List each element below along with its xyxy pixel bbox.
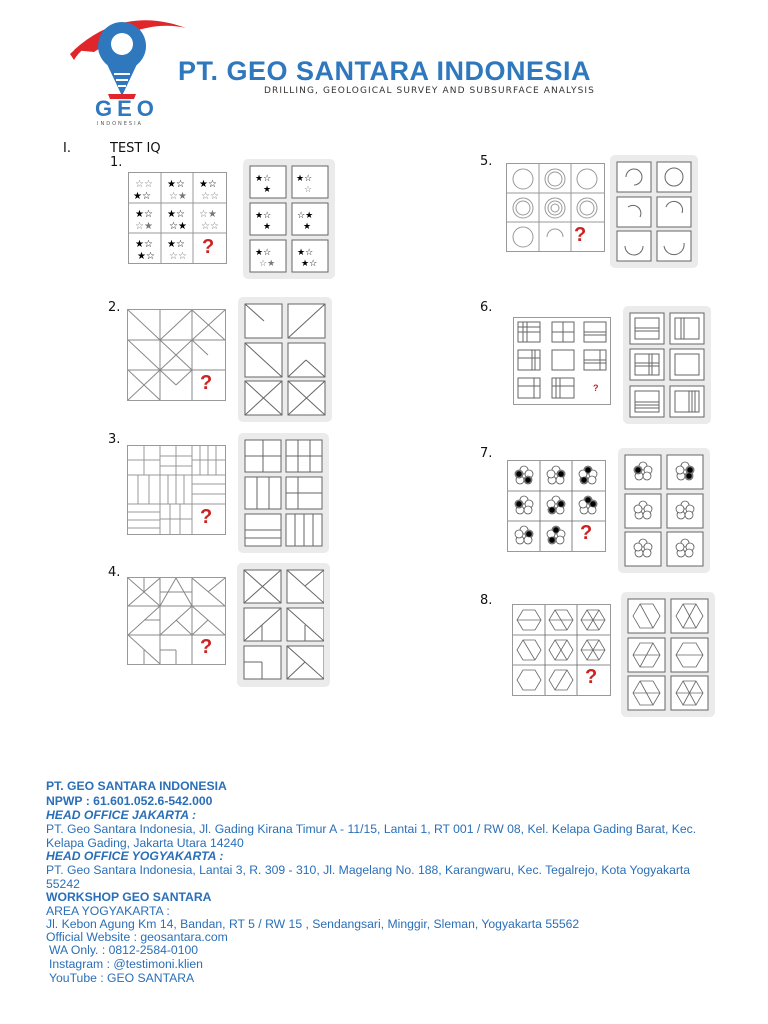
puzzle-5-options [610,155,698,268]
puzzle-6-options [623,306,711,424]
footer-instagram: Instagram : @testimoni.klien [49,957,203,971]
circles-options-figure [616,161,692,262]
svg-text:☆☆: ☆☆ [201,191,219,202]
svg-text:☆: ☆ [304,185,313,195]
question-number-5: 5. [480,154,493,169]
svg-text:☆☆: ☆☆ [169,251,187,262]
question-mark-4: ? [200,636,213,658]
hexagons-options-figure [627,598,709,711]
question-number-3: 3. [108,432,121,447]
flowers-options-figure [624,454,704,567]
footer-jakarta-address-2: Kelapa Gading, Jakarta Utara 14240 [46,836,244,850]
puzzle-4-options [237,563,330,687]
footer-yogya-heading: HEAD OFFICE YOGYAKARTA : [46,849,224,863]
question-mark-2: ? [200,372,213,394]
svg-text:☆★: ☆★ [169,191,187,202]
svg-text:★☆: ★☆ [297,248,314,258]
question-mark-3: ? [200,506,213,528]
svg-text:★☆: ★☆ [255,211,272,221]
question-number-6: 6. [480,300,493,315]
puzzle-5-matrix [506,163,605,252]
footer-jakarta-address-1: PT. Geo Santara Indonesia, Jl. Gading Kirana Timur A - 11/15, Lantai 1, RT 001 / RW 08, Kel. Kelapa Gading Barat, Kec. [46,822,697,836]
question-mark-8: ? [585,666,598,688]
svg-text:☆☆: ☆☆ [201,221,219,232]
svg-text:☆★: ☆★ [199,209,217,220]
svg-text:★☆: ★☆ [301,259,318,269]
question-mark-5: ? [574,224,587,246]
circles-matrix-figure [507,164,604,251]
svg-text:☆★: ☆★ [135,221,153,232]
footer-npwp: NPWP : 61.601.052.6-542.000 [46,794,213,808]
grid-lines-options-figure [244,439,323,547]
svg-text:★☆: ★☆ [137,251,155,262]
logo-subtext: INDONESIA [97,121,143,127]
svg-text:★☆: ★☆ [255,174,272,184]
svg-text:☆★: ☆★ [169,221,187,232]
puzzle-1-options [243,159,335,279]
section-title: TEST IQ [110,141,161,156]
company-subtitle: DRILLING, GEOLOGICAL SURVEY AND SUBSURFACE ANALYSIS [264,86,595,96]
footer-youtube: YouTube : GEO SANTARA [49,971,195,985]
svg-text:★☆: ★☆ [135,239,153,250]
question-number-8: 8. [480,593,493,608]
svg-text:★☆: ★☆ [167,179,185,190]
footer-yogya-address-1: PT. Geo Santara Indonesia, Lantai 3, R. 309 - 310, Jl. Magelang No. 188, Karangwaru, Kec. Tegalrejo, Kota Yogyakarta [46,863,691,877]
svg-text:★☆: ★☆ [167,239,185,250]
question-mark-1: ? [202,236,215,258]
bars-options-figure [629,312,705,418]
svg-text:★☆: ★☆ [255,248,272,258]
svg-text:★☆: ★☆ [296,174,313,184]
question-number-7: 7. [480,446,493,461]
stars-options-figure [249,165,329,273]
puzzle-8-options [621,592,715,717]
triangles-options-figure [243,569,324,681]
svg-text:☆★: ☆★ [297,211,314,221]
question-number-4: 4. [108,565,121,580]
footer-area-address: Jl. Kebon Agung Km 14, Bandan, RT 5 / RW 15 , Sendangsari, Minggir, Sleman, Yogyakarta 55562 [46,917,580,931]
footer-yogya-address-2: 55242 [46,877,80,891]
question-mark-6: ? [593,383,599,393]
footer-workshop-heading: WORKSHOP GEO SANTARA [46,890,212,904]
question-number-1: 1. [110,155,123,170]
footer-jakarta-heading: HEAD OFFICE JAKARTA : [46,808,197,822]
footer-website: Official Website : geosantara.com [46,930,228,944]
svg-text:★: ★ [303,222,312,232]
section-number: I. [63,141,71,156]
company-title: PT. GEO SANTARA INDONESIA [178,56,592,86]
puzzle-2-options [238,297,332,422]
logo-text: GEO [95,96,159,121]
footer-whatsapp: WA Only. : 0812-2584-0100 [49,943,199,957]
puzzle-3-options [238,433,329,553]
question-mark-7: ? [580,522,593,544]
svg-text:★: ★ [263,185,272,195]
question-number-2: 2. [108,300,121,315]
svg-text:☆★: ☆★ [259,259,276,269]
svg-text:★☆: ★☆ [135,209,153,220]
svg-text:★: ★ [263,222,272,232]
svg-text:☆☆: ☆☆ [135,179,153,190]
svg-text:★☆: ★☆ [167,209,185,220]
diagonal-lines-options-figure [244,303,326,416]
puzzle-7-options [618,448,710,573]
footer-company: PT. GEO SANTARA INDONESIA [46,779,227,793]
footer-area-heading: AREA YOGYAKARTA : [46,904,170,918]
svg-text:★☆: ★☆ [199,179,217,190]
svg-text:★☆: ★☆ [133,191,151,202]
